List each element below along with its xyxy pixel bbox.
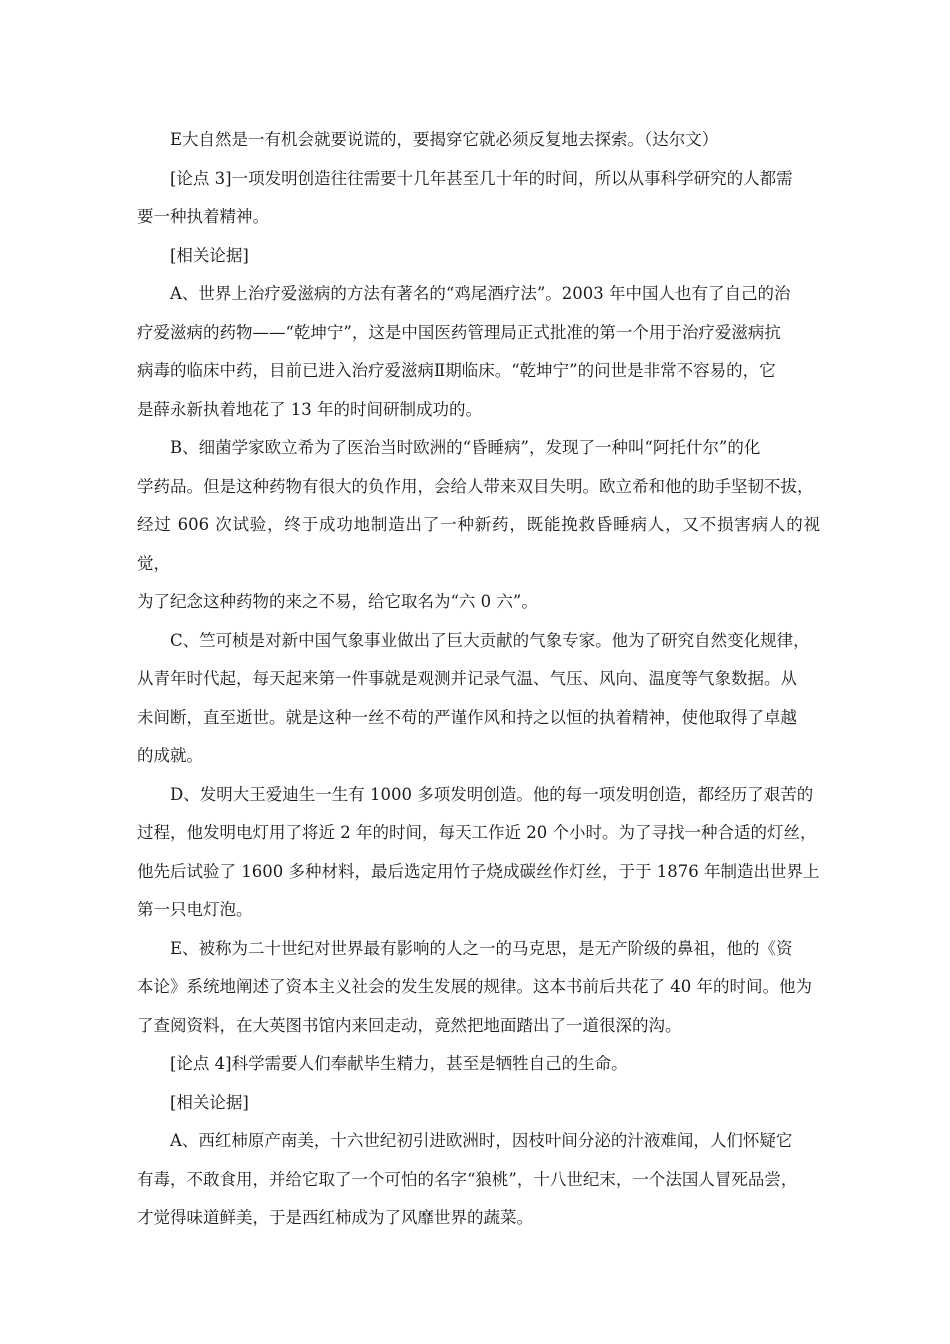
text-line: 第一只电灯泡。 [137,900,253,919]
text-line: 未间断，直至逝世。就是这种一丝不苟的严谨作风和持之以恒的执着精神，使他取得了卓越 [137,707,797,727]
paragraph-darwin-quote [137,121,820,160]
text-line: A、西红柿原产南美，十六世纪初引进欧洲时，因枝叶间分泌的汁液难闻，人们怀疑它 [170,1131,793,1150]
text-line: A、世界上治疗爱滋病的方法有著名的“鸡尾酒疗法”。2003 年中国人也有了自己的治 [170,284,791,303]
paragraph-evidence-a-aids [137,275,820,429]
text-line: 有毒，不敢食用，并给它取了一个可怕的名字“狼桃”，十八世纪末，一个法国人冒死品尝， [137,1169,798,1189]
paragraph-argument-3 [137,160,820,237]
text-line: 从青年时代起，每天起来第一件事就是观测并记录气温、气压、风向、温度等气象数据。从 [137,669,797,688]
text-line: E、被称为二十世纪对世界最有影响的人之一的马克思，是无产阶级的鼻祖，他的《资 [170,938,793,958]
text-line: 经过 606 次试验，终于成功地制造出了一种新药，既能挽救昏睡病人，又不损害病人的视觉， [137,515,820,573]
text-line: 要一种执着精神。 [137,207,269,226]
paragraph-related-evidence-heading [137,237,820,276]
document-body [137,121,820,1238]
paragraph-related-evidence-heading-2 [137,1084,820,1123]
text-line: 了查阅资料，在大英图书馆内来回走动，竟然把地面踏出了一道很深的沟。 [137,1015,682,1035]
paragraph-evidence-b-ehrlich [137,429,820,622]
text-line: 是薛永新执着地花了 13 年的时间研制成功的。 [137,399,482,419]
paragraph-evidence-d-edison [137,776,820,930]
text-line: E大自然是一有机会就要说谎的，要揭穿它就必须反复地去探索。（达尔文） [170,130,719,149]
text-line: 过程，他发明电灯用了将近 2 年的时间，每天工作近 20 个小时。为了寻找一种合适的灯丝， [137,823,817,842]
text-line: 病毒的临床中药，目前已进入治疗爱滋病Ⅱ期临床。“乾坤宁”的问世是非常不容易的，它 [137,361,776,380]
text-line: 疗爱滋病的药物——“乾坤宁”，这是中国医药管理局正式批准的第一个用于治疗爱滋病抗 [137,322,781,342]
paragraph-argument-4 [137,1045,820,1084]
text-line: [论点 4]科学需要人们奉献毕生精力，甚至是牺牲自己的生命。 [170,1054,628,1073]
text-line: C、竺可桢是对新中国气象事业做出了巨大贡献的气象专家。他为了研究自然变化规律， [170,630,810,650]
paragraph-evidence-c-zhu-kezhen [137,622,820,776]
paragraph-evidence-e-marx [137,930,820,1046]
text-line: B、细菌学家欧立希为了医治当时欧洲的“昏睡病”，发现了一种叫“阿托什尔”的化 [170,438,761,457]
text-line: [相关论据] [170,1092,249,1112]
text-line: [相关论据] [170,245,249,265]
text-line: [论点 3]一项发明创造往往需要十几年甚至几十年的时间，所以从事科学研究的人都需 [170,168,793,188]
text-line: 他先后试验了 1600 多种材料，最后选定用竹子烧成碳丝作灯丝，于于 1876 年制造出世界上 [137,861,820,881]
text-line: 为了纪念这种药物的来之不易，给它取名为“六 0 六”。 [137,592,538,611]
paragraph-evidence-a-tomato [137,1122,820,1238]
text-line: 本论》系统地阐述了资本主义社会的发生发展的规律。这本书前后共花了 40 年的时间。他为 [137,977,812,996]
text-line: 学药品。但是这种药物有很大的负作用，会给人带来双目失明。欧立希和他的助手坚韧不拔， [137,476,814,496]
text-line: 的成就。 [137,746,203,765]
text-line: 才觉得味道鲜美，于是西红柿成为了风靡世界的蔬菜。 [137,1208,533,1227]
text-line: D、发明大王爱迪生一生有 1000 多项发明创造。他的每一项发明创造，都经历了艰苦的 [170,784,814,804]
